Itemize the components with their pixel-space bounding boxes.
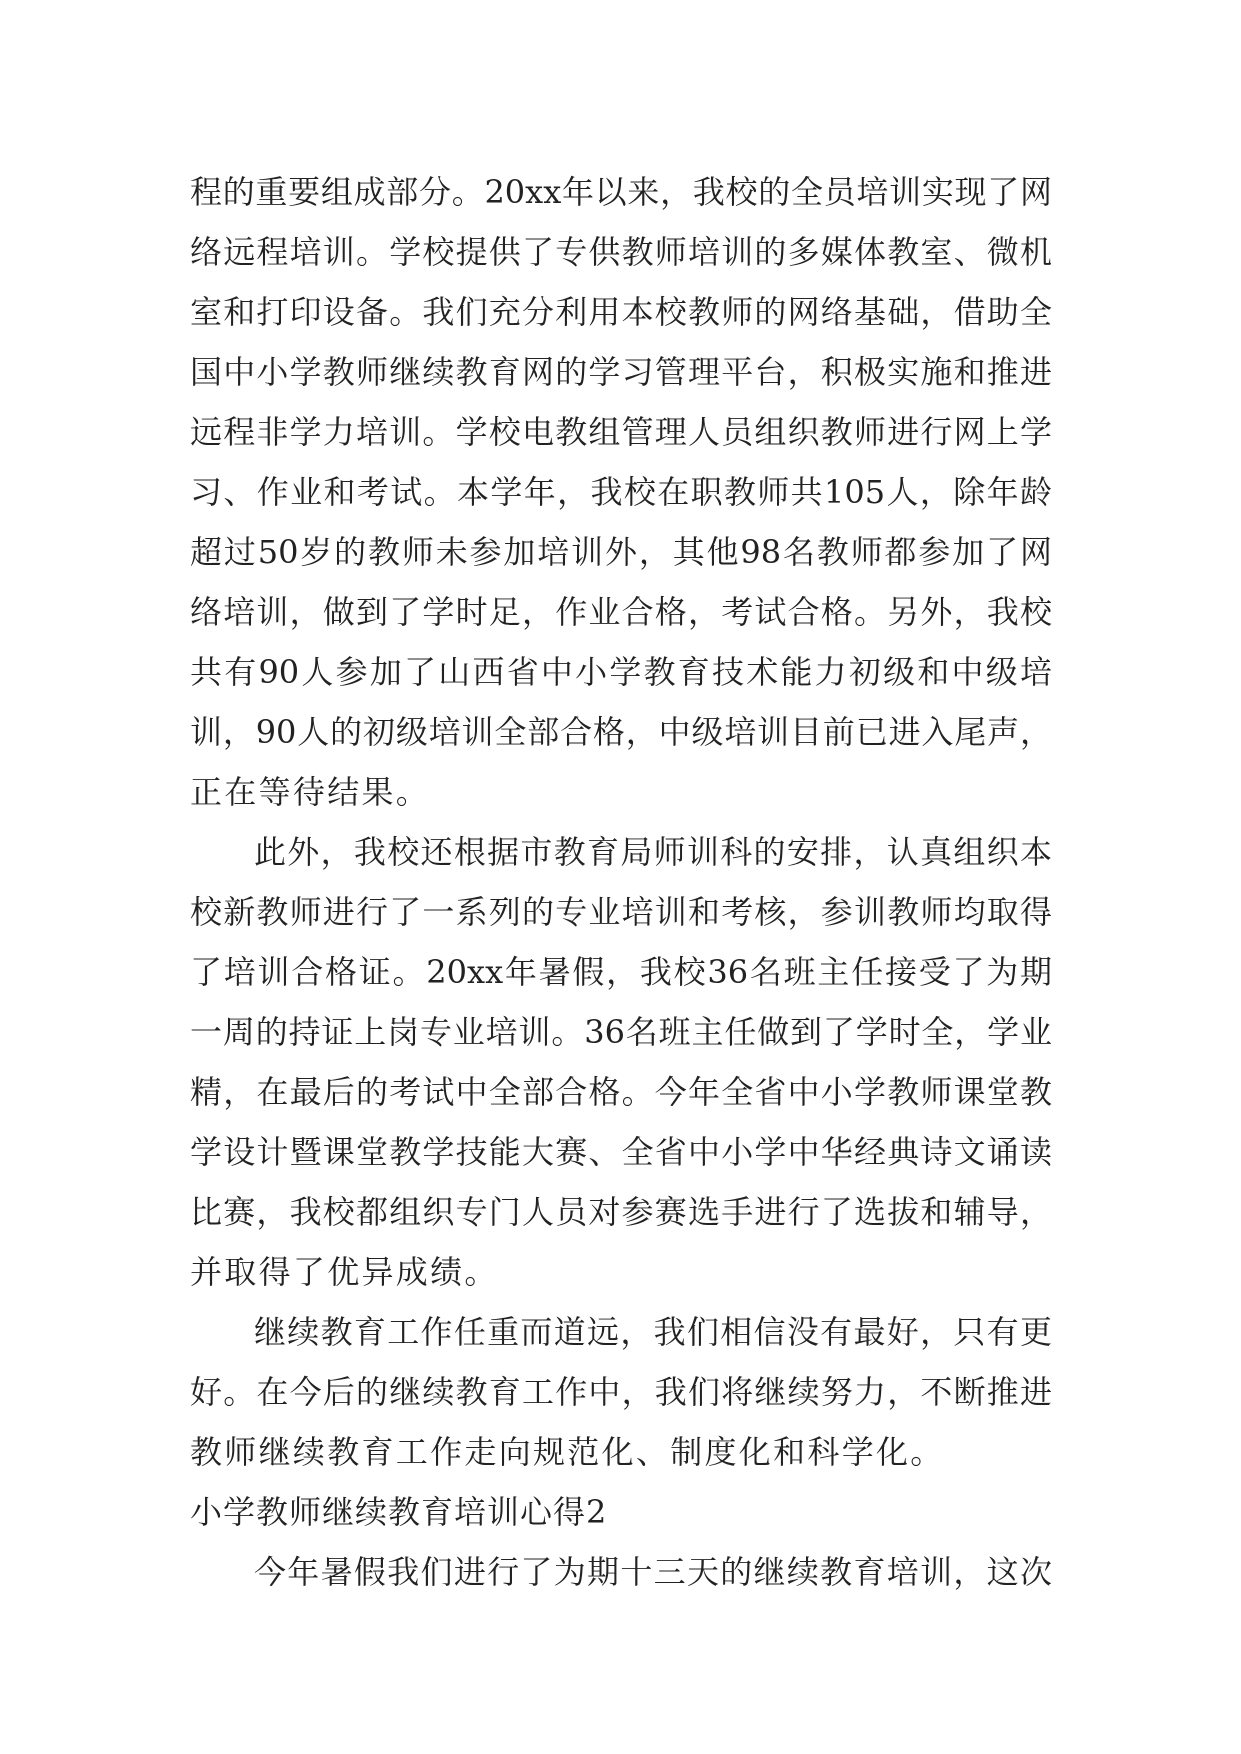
paragraph-first-line: 今年暑假我们进行了为期十三天的继续教育培训，这次 [254, 1553, 1052, 1591]
text-line: 共有90人参加了山西省中小学教育技术能力初级和中级培 [190, 653, 1052, 691]
text-line: 好。在今后的继续教育工作中，我们将继续努力，不断推进 [190, 1373, 1052, 1411]
text-line: 训，90人的初级培训全部合格，中级培训目前已进入尾声， [190, 713, 1052, 751]
text-line: 正在等待结果。 [190, 773, 431, 811]
text-line: 远程非学力培训。学校电教组管理人员组织教师进行网上学 [190, 413, 1052, 451]
text-line: 习、作业和考试。本学年，我校在职教师共105人，除年龄 [190, 473, 1052, 511]
section-heading: 小学教师继续教育培训心得2 [190, 1493, 608, 1531]
document-body [190, 162, 1052, 1602]
text-line: 教师继续教育工作走向规范化、制度化和科学化。 [190, 1433, 945, 1471]
text-line: 国中小学教师继续教育网的学习管理平台，积极实施和推进 [190, 353, 1052, 391]
text-line: 络远程培训。学校提供了专供教师培训的多媒体教室、微机 [190, 233, 1052, 271]
text-line: 精，在最后的考试中全部合格。今年全省中小学教师课堂教 [190, 1073, 1052, 1111]
text-line: 络培训，做到了学时足，作业合格，考试合格。另外，我校 [190, 593, 1052, 631]
text-line: 比赛，我校都组织专门人员对参赛选手进行了选拔和辅导， [190, 1193, 1052, 1231]
text-line: 了培训合格证。20xx年暑假，我校36名班主任接受了为期 [190, 953, 1052, 991]
paragraph-first-line: 此外，我校还根据市教育局师训科的安排，认真组织本 [254, 833, 1052, 871]
text-line: 并取得了优异成绩。 [190, 1253, 499, 1291]
text-line: 程的重要组成部分。20xx年以来，我校的全员培训实现了网 [190, 173, 1052, 211]
text-line: 一周的持证上岗专业培训。36名班主任做到了学时全，学业 [190, 1013, 1052, 1051]
text-line: 校新教师进行了一系列的专业培训和考核，参训教师均取得 [190, 893, 1052, 931]
paragraph-first-line: 继续教育工作任重而道远，我们相信没有最好，只有更 [254, 1313, 1052, 1351]
text-line: 学设计暨课堂教学技能大赛、全省中小学中华经典诗文诵读 [190, 1133, 1052, 1171]
text-line: 室和打印设备。我们充分利用本校教师的网络基础，借助全 [190, 293, 1052, 331]
text-line: 超过50岁的教师未参加培训外，其他98名教师都参加了网 [190, 533, 1052, 571]
